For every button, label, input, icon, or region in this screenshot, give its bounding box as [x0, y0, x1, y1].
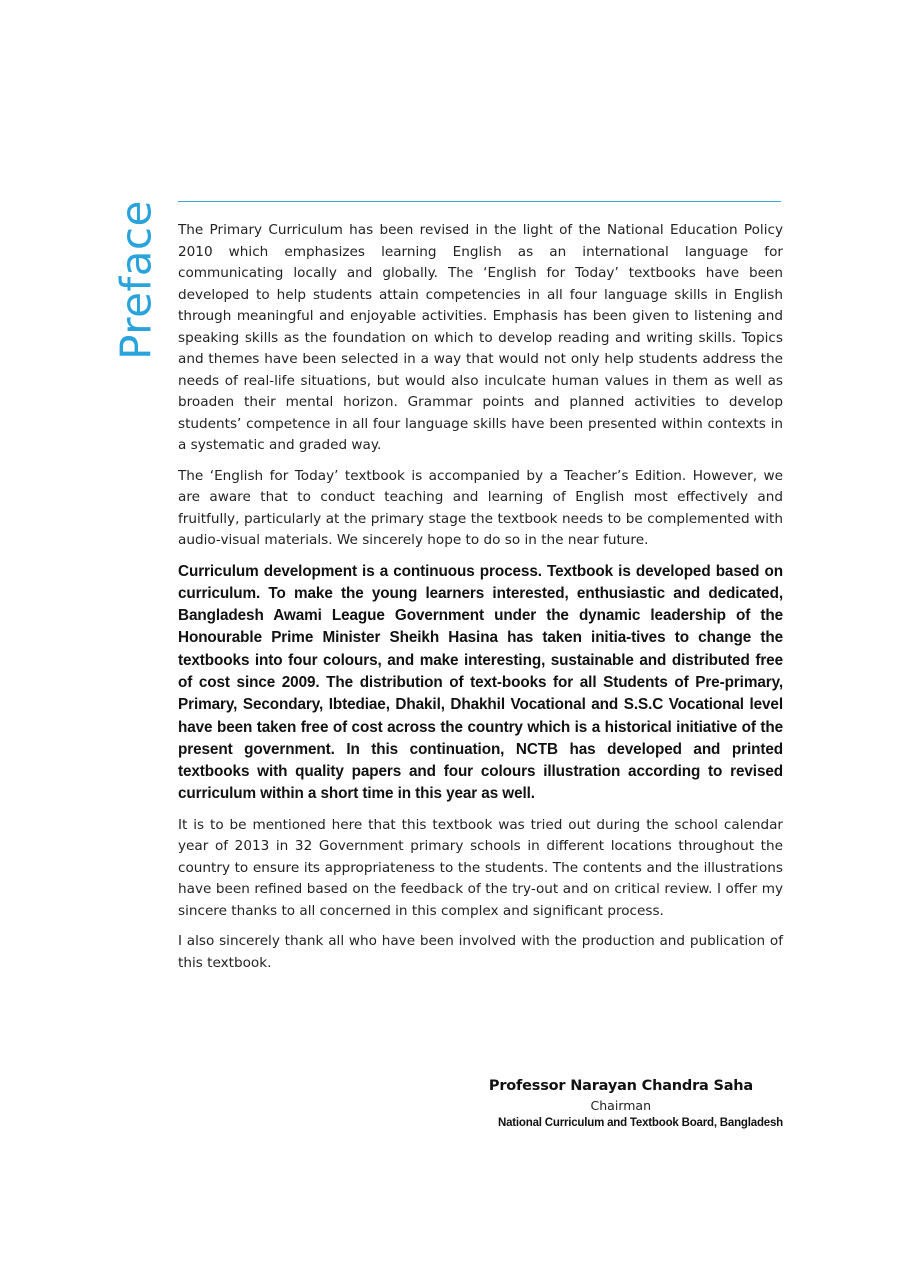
header-rule: [178, 201, 781, 202]
paragraph-curriculum-revision: The Primary Curriculum has been revised in the light of the National Education Policy 2010 which emphasizes learning English as an international language for communicating locally and globally. The ‘English for Today’ textbooks have been developed to help students attain competencies in all four language skills in English through meaningful and enjoyable activities. Emphasis has been given to listening and speaking skills as the foundation on which to develop reading and writing skills. Topics and themes have been selected in a way that would not only help students address the needs of real-life situations, but would also inculcate human values in them as well as broaden their mental horizon. Grammar points and planned activities to develop students’ competence in all four language skills have been presented within contexts in a systematic and graded way.: [178, 222, 783, 453]
paragraph-try-out: It is to be mentioned here that this textbook was tried out during the school calendar year of 2013 in 32 Government primary schools in different locations throughout the country to ensure its appropriateness to the students. The contents and the illustrations have been refined based on the feedback of the try-out and on critical review. I offer my sincere thanks to all concerned in this complex and significant process.: [178, 816, 783, 919]
signatory-role: Chairman: [590, 1098, 651, 1113]
signatory-name: Professor Narayan Chandra Saha: [488, 1078, 753, 1094]
paragraph-thanks: I also sincerely thank all who have been involved with the production and publication of this textbook.: [178, 933, 783, 971]
paragraph-curriculum-development: Curriculum development is a continuous process. Textbook is developed based on curriculum. To make the young learners interested, enthusiastic and dedicated, Bangladesh Awami League Government under the dynamic leadership of the Honourable Prime Minister Sheikh Hasina has taken initia-tives to change the textbooks into four colours, and make interesting, sustainable and distributed free of cost since 2009. The distribution of text-books for all Students of Pre-primary, Primary, Secondary, Ibtediae, Dhakil, Dhakhil Vocational and S.S.C Vocational level have been taken free of cost across the country which is a historical initiative of the present government. In this continuation, NCTB has developed and printed textbooks with quality papers and four colours illustration according to revised curriculum within a short time in this year as well.: [178, 562, 783, 803]
paragraph-teachers-edition: The ‘English for Today’ textbook is accompanied by a Teacher’s Edition. However, we are aware that to conduct teaching and learning of English most effectively and fruitfully, particularly at the primary stage the textbook needs to be complemented with audio-visual materials. We sincerely hope to do so in the near future.: [178, 467, 783, 548]
preface-body: [178, 220, 783, 983]
signatory-organization: National Curriculum and Textbook Board, Bangladesh: [498, 1117, 783, 1129]
signature-block: [440, 1078, 783, 1129]
preface-title: Preface: [111, 200, 161, 360]
